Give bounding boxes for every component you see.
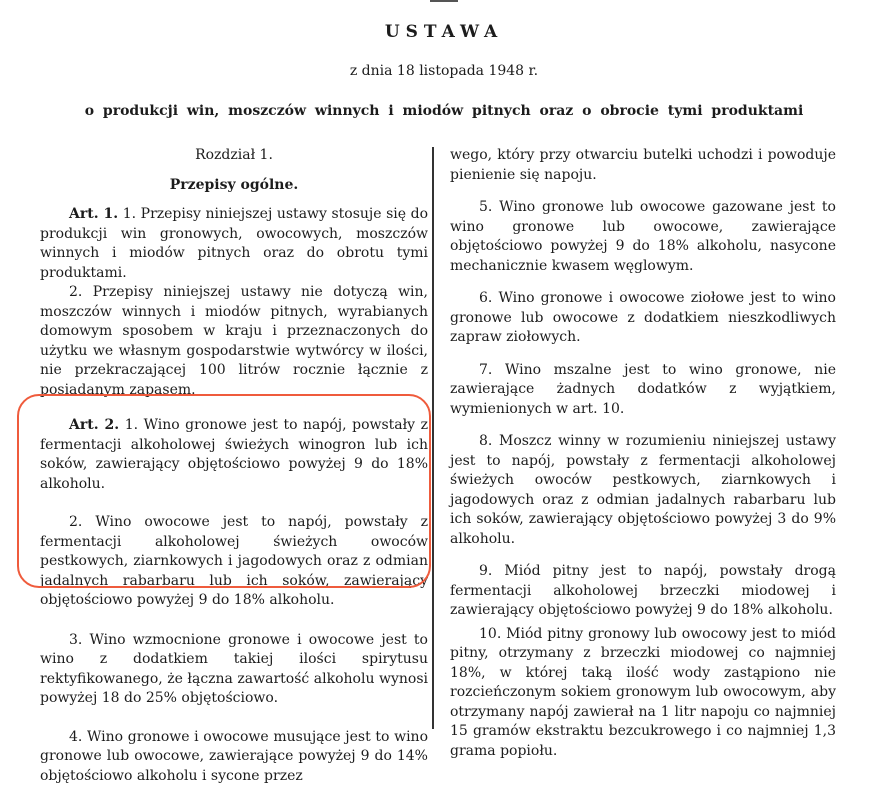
art2-paragraph-9: 9. Miód pitny jest to napój, powstały drogą fermentacji alkoholowej brzeczki miodowej i zawierający objętościowo powyżej 9 do 18% alkoholu. [450,562,836,621]
art2-paragraph-10: 10. Miód pitny gronowy lub owocowy jest to miód pitny, otrzymany z brzeczki miodowej co najmniej 18%, w której taką ilość wody zastąpiono nie rozcieńczonym sokiem gronowym lub owocowym, aby otrzymany napój zawierał na 1 litr napoju co najmniej 15 gramów ekstraktu bezcukrowego i co najmniej 1,3 grama popiołu. [450,625,836,762]
page-number-fragment [430,0,458,2]
continuation-paragraph: wego, który przy otwarciu butelki uchodzi i powoduje pienienie się napoju. [450,146,836,185]
art2-paragraph-7: 7. Wino mszalne jest to wino gronowe, nie zawierające żadnych dodatków z wyjątkiem, wymienionych w art. 10. [450,361,836,420]
document-title: USTAWA [0,22,888,42]
art2-paragraph-8: 8. Moszcz winny w rozumieniu niniejszej ustawy jest to napój, powstały z fermentacji alkoholowej świeżych owoców pestkowych, ziarnkowych i jagodowych oraz z odmian jadalnych rabarbaru lub ich soków, zawierający objętościowo powyżej 3 do 9% alkoholu. [450,432,836,549]
art1-p1-text: 1. Przepisy niniejszej ustawy stosuje się do produkcji win gronowych, owocowych, moszczów winnych i miodów pitnych oraz do obrotu tymi produktami. [40,206,428,281]
art1-label: Art. 1. [69,206,118,222]
art2-p1-text: 1. Wino gronowe jest to napój, powstały z fermentacji alkoholowej świeżych winogron lub ich soków, zawierający objętościowo powyżej 9 do 18% alkoholu. [40,417,428,492]
art2-paragraph-2: 2. Wino owocowe jest to napój, powstały z fermentacji alkoholowej świeżych owoców pestkowych, ziarnkowych i jagodowych oraz z odmian jadalnych rabarbaru lub ich soków, zawierający objętościowo powyżej 9 do 18% alkoholu. [40,513,428,611]
chapter-heading: Rozdział 1. [40,146,428,166]
highlight-annotation [17,394,431,588]
chapter-title: Przepisy ogólne. [40,176,428,196]
art2-paragraph-6: 6. Wino gronowe i owocowe ziołowe jest to wino gronowe lub owocowe z dodatkiem nieszkodliwych zapraw ziołowych. [450,289,836,348]
art1-paragraph-1 [40,205,428,283]
art2-label: Art. 2. [69,417,119,433]
art2-paragraph-4: 4. Wino gronowe i owocowe musujące jest to wino gronowe lub owocowe, zawierające powyżej 9 do 14% objętościowo alkoholu i sycone przez [40,728,428,786]
right-column [450,146,836,761]
document-date: z dnia 18 listopada 1948 r. [0,63,888,79]
art2-paragraph-5: 5. Wino gronowe lub owocowe gazowane jest to wino gronowe lub owocowe, zawierające objętościowo powyżej 9 do 18% alkoholu, nasycone mechanicznie kwasem węglowym. [450,198,836,276]
document-subject: o produkcji win, moszczów winnych i miodów pitnych oraz o obrocie tymi produktami [0,103,888,119]
art2-paragraph-3: 3. Wino wzmocnione gronowe i owocowe jest to wino z dodatkiem takiej ilości spirytusu rektyfikowanego, że łączna zawartość alkoholu wynosi powyżej 18 do 25% objętościowo. [40,631,428,709]
art1-paragraph-2: 2. Przepisy niniejszej ustawy nie dotyczą win, moszczów winnych i miodów pitnych, wyrabianych domowym sposobem w kraju i przeznaczonych do użytku we własnym gospodarstwie wytwórcy w ilości, nie przekraczającej 100 litrów rocznie łącznie z posiadanym zapasem. [40,283,428,400]
column-divider [432,147,434,729]
